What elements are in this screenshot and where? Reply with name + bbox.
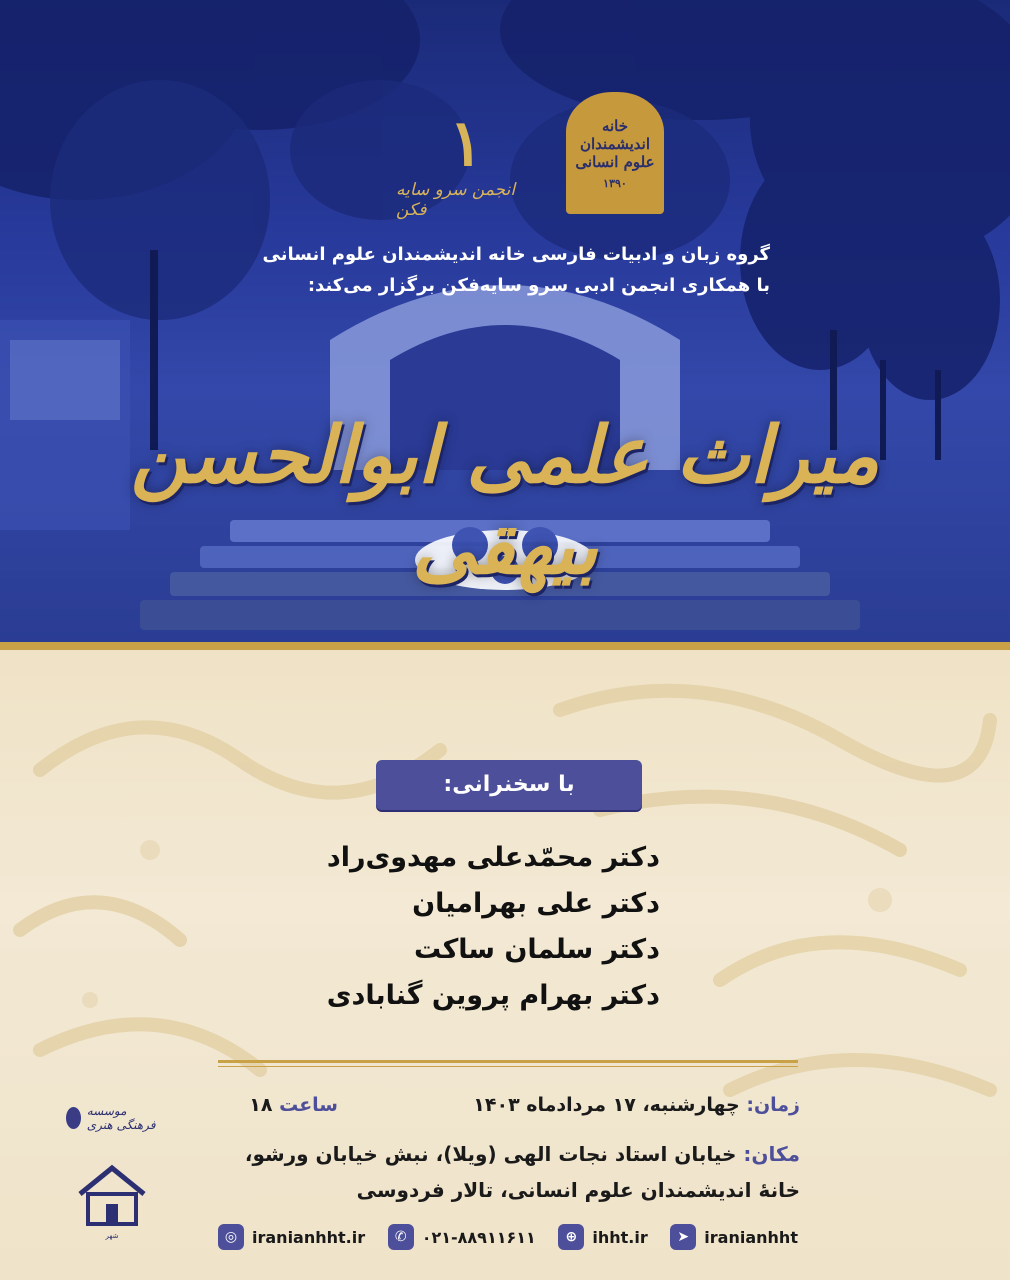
institute-logo <box>66 1086 162 1150</box>
institute-logo-icon <box>66 1107 81 1129</box>
city-logo <box>70 1160 154 1250</box>
contact-bar <box>218 1222 798 1252</box>
phone-icon: ✆ <box>388 1224 414 1250</box>
sarv-logo-text: انجمن سرو سایه فکن <box>396 180 516 220</box>
institute-logo-text: موسسه فرهنگی هنری <box>86 1104 156 1132</box>
web-icon: ⊕ <box>558 1224 584 1250</box>
contact-text: ۰۲۱-۸۸۹۱۱۶۱۱ <box>421 1227 536 1247</box>
time-value: چهارشنبه، ۱۷ مردادماه ۱۴۰۳ <box>473 1094 740 1116</box>
contact-text: ihht.ir <box>592 1227 648 1247</box>
hour-label: ساعت <box>279 1094 338 1116</box>
house-of-thinkers-logo <box>566 92 664 214</box>
intro-line-1: گروه زبان و ادبیات فارسی خانه اندیشمندان علوم انسانی <box>262 244 770 265</box>
house-icon <box>70 1160 154 1230</box>
speaker-name: دکتر علی بهرامیان <box>412 888 660 919</box>
city-logo-text: شهر <box>105 1232 119 1240</box>
speakers-heading: با سخنرانی: <box>376 760 642 810</box>
contact-telegram[interactable] <box>670 1224 798 1250</box>
intro-line-2: با همکاری انجمن ادبی سرو سایه‌فکن برگزار می‌کند: <box>307 275 770 296</box>
place-line-2: خانهٔ اندیشمندان علوم انسانی، تالار فردوسی <box>356 1178 800 1202</box>
hour-value: ۱۸ <box>249 1094 273 1116</box>
place-line-1: خیابان استاد نجات الهی (ویلا)، نبش خیابان ورشو، <box>244 1142 737 1166</box>
event-time <box>380 1094 800 1116</box>
speaker-name: دکتر محمّدعلی مهدوی‌راد <box>326 842 660 873</box>
divider <box>218 1066 798 1067</box>
divider <box>218 1060 798 1063</box>
house-logo-text: خانه اندیشمندان علوم انسانی <box>575 116 655 171</box>
telegram-icon: ➤ <box>670 1224 696 1250</box>
sarv-association-logo <box>396 102 536 220</box>
house-logo-year: ۱۳۹۰ <box>603 176 627 190</box>
event-title: میراث علمی ابوالحسن بیهقی <box>130 410 880 592</box>
contact-text: iranianhht <box>704 1227 798 1247</box>
contact-instagram[interactable] <box>218 1224 365 1250</box>
event-hour <box>218 1094 338 1116</box>
place-label: مکان: <box>743 1142 800 1166</box>
sarv-logo-glyph: ۱ <box>448 106 484 181</box>
contact-phone[interactable] <box>388 1224 536 1250</box>
speaker-name: دکتر سلمان ساکت <box>413 934 660 965</box>
event-place-line-1 <box>200 1142 800 1166</box>
contact-text: iranianhht.ir <box>252 1227 366 1247</box>
contact-website[interactable] <box>558 1224 647 1250</box>
speaker-name: دکتر بهرام پروین گنابادی <box>326 980 660 1011</box>
time-label: زمان: <box>746 1094 800 1116</box>
instagram-icon: ◎ <box>218 1224 244 1250</box>
